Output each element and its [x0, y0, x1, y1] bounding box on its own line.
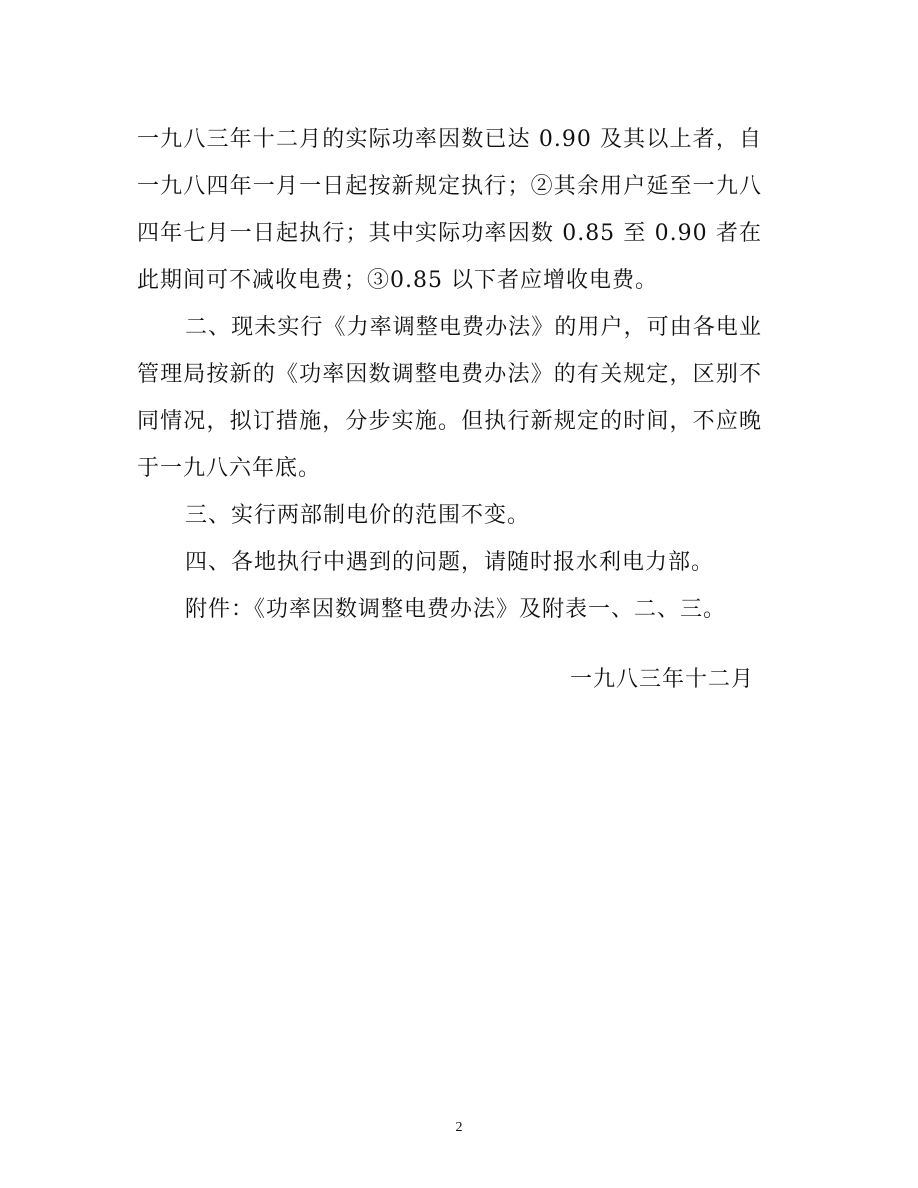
- paragraph-item-4: 四、各地执行中遇到的问题，请随时报水利电力部。: [185, 550, 715, 575]
- paragraph-continuation: 一九八三年十二月的实际功率因数已达 0.90 及其以上者，自一九八四年一月一日起按新规定执行；②其余用户延至一九八四年七月一日起执行；其中实际功率因数 0.85 至 0.90 者在此期间可不减收电费；③0.85 以下者应增收电费。: [137, 127, 762, 293]
- document-body: [137, 116, 762, 633]
- document-date: 一九八三年十二月: [569, 667, 754, 692]
- page-number: 2: [455, 1120, 463, 1135]
- paragraph-attachment: 附件：《功率因数调整电费办法》及附表一、二、三。: [185, 597, 727, 622]
- paragraph-item-3: 三、实行两部制电价的范围不变。: [185, 503, 531, 528]
- paragraph-item-2: 二、现未实行《力率调整电费办法》的用户，可由各电业管理局按新的《功率因数调整电费办法》的有关规定，区别不同情况，拟订措施，分步实施。但执行新规定的时间，不应晚于一九八六年底。: [137, 315, 762, 481]
